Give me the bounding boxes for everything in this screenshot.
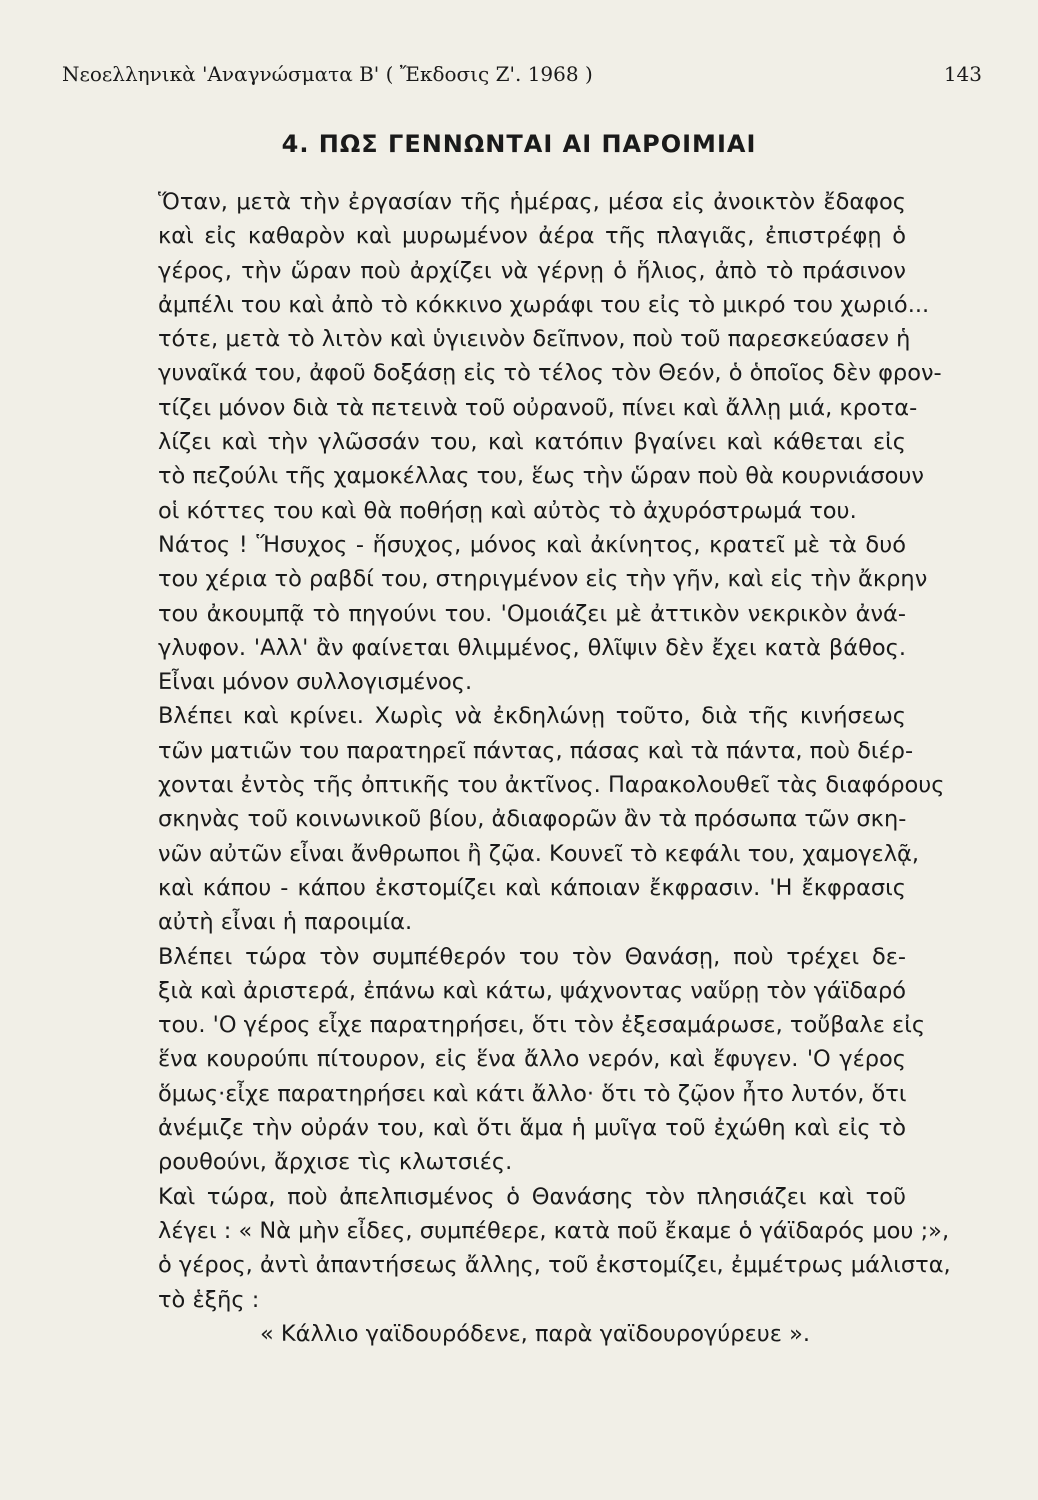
paragraph — [124, 185, 942, 528]
text-line: οἱ κόττες του καὶ θὰ ποθήσῃ καὶ αὐτὸς τὸ ἀχυρόστρωμά του. — [158, 497, 857, 524]
book-reference: Νεοελληνικὰ 'Αναγνώσματα Β' ( Ἔκδοσις Ζ'. 1968 ) — [62, 62, 593, 86]
text-line: ρουθούνι, ἄρχισε τὶς κλωτσιές. — [158, 1149, 513, 1176]
text-line: του χέρια τὸ ραβδί του, στηριγμένον εἰς τὴν γῆν, καὶ εἰς τὴν ἄκρην — [158, 566, 928, 593]
body-text — [124, 185, 951, 1351]
text-line: Βλέπει τώρα τὸν συμπέθερόν του τὸν Θανάσῃ, ποὺ τρέχει δε- — [158, 943, 906, 970]
text-line: χονται ἐντὸς τῆς ὀπτικῆς του ἀκτῖνος. Παρακολουθεῖ τὰς διαφόρους — [158, 772, 945, 799]
text-line: Καὶ τώρα, ποὺ ἀπελπισμένος ὁ Θανάσης τὸν πλησιάζει καὶ τοῦ — [158, 1183, 906, 1210]
paragraph — [124, 1180, 951, 1317]
text-line: σκηνὰς τοῦ κοινωνικοῦ βίου, ἀδιαφορῶν ἂν τὰ πρόσωπα τῶν σκη- — [158, 806, 907, 833]
text-line: Βλέπει καὶ κρίνει. Χωρὶς νὰ ἐκδηλώνῃ τοῦτο, διὰ τῆς κινήσεως — [158, 703, 906, 730]
text-line: ἕνα κουρούπι πίτουρον, εἰς ἕνα ἄλλο νερόν, καὶ ἔφυγεν. 'Ο γέρος — [158, 1046, 906, 1073]
paragraph — [124, 528, 928, 699]
text-line: του. 'Ο γέρος εἶχε παρατηρήσει, ὅτι τὸν ἐξεσαμάρωσε, τοὔβαλε εἰς — [158, 1012, 926, 1039]
page-number: 143 — [943, 62, 982, 86]
text-line: τὸ πεζούλι τῆς χαμοκέλλας του, ἕως τὴν ὥραν ποὺ θὰ κουρνιάσουν — [158, 463, 924, 490]
text-line: τότε, μετὰ τὸ λιτὸν καὶ ὑγιεινὸν δεῖπνον, ποὺ τοῦ παρεσκεύασεν ἡ — [158, 326, 911, 353]
text-line: ἀμπέλι του καὶ ἀπὸ τὸ κόκκινο χωράφι του εἰς τὸ μικρό του χωριό... — [158, 291, 930, 318]
text-line: καὶ κάπου - κάπου ἐκστομίζει καὶ κάποιαν ἔκφρασιν. 'Η ἔκφρασις — [158, 874, 906, 901]
text-line: ὅμως·εἶχε παρατηρήσει καὶ κάτι ἄλλο· ὅτι τὸ ζῷον ἦτο λυτόν, ὅτι — [158, 1080, 907, 1107]
text-line: καὶ εἰς καθαρὸν καὶ μυρωμένον ἀέρα τῆς πλαγιᾶς, ἐπιστρέφῃ ὁ — [158, 223, 906, 250]
text-line: Ὅταν, μετὰ τὴν ἐργασίαν τῆς ἡμέρας, μέσα εἰς ἀνοικτὸν ἔδαφος — [158, 189, 906, 215]
text-line: γυναῖκά του, ἀφοῦ δοξάσῃ εἰς τὸ τέλος τὸν Θεόν, ὁ ὁποῖος δὲν φρον- — [158, 360, 942, 387]
page-header — [62, 58, 982, 94]
text-line: ξιὰ καὶ ἀριστερά, ἐπάνω καὶ κάτω, ψάχνοντας ναὕρῃ τὸν γάϊδαρό — [158, 977, 906, 1004]
chapter-title: 4. ΠΩΣ ΓΕΝΝΩΝΤΑΙ ΑΙ ΠΑΡΟΙΜΙΑΙ — [281, 130, 757, 158]
paragraph — [124, 699, 945, 939]
text-line: τίζει μόνον διὰ τὰ πετεινὰ τοῦ οὐρανοῦ, πίνει καὶ ἄλλῃ μιά, κροτα- — [158, 394, 918, 421]
text-line: τῶν ματιῶν του παρατηρεῖ πάντας, πάσας καὶ τὰ πάντα, ποὺ διέρ- — [158, 737, 914, 764]
text-line: λέγει : « Νὰ μὴν εἶδες, συμπέθερε, κατὰ ποῦ ἔκαμε ὁ γάϊδαρός μου ;», — [158, 1217, 950, 1244]
text-line: γέρος, τὴν ὥραν ποὺ ἀρχίζει νὰ γέρνῃ ὁ ἥλιος, ἀπὸ τὸ πράσινον — [158, 257, 906, 284]
text-line: ἀνέμιζε τὴν οὐράν του, καὶ ὅτι ἅμα ἡ μυῖγα τοῦ ἐχώθη καὶ εἰς τὸ — [158, 1115, 906, 1142]
text-line: γλυφον. 'Αλλ' ἂν φαίνεται θλιμμένος, θλῖψιν δὲν ἔχει κατὰ βάθος. — [158, 634, 906, 661]
proverb-quote: « Κάλλιο γαϊδουρόδενε, παρὰ γαϊδουρογύρευε ». — [259, 1320, 811, 1347]
text-line: Νάτος ! Ἥσυχος - ἥσυχος, μόνος καὶ ἀκίνητος, κρατεῖ μὲ τὰ δυό — [158, 531, 906, 558]
text-line: τὸ ἑξῆς : — [158, 1286, 260, 1313]
text-line: νῶν αὐτῶν εἶναι ἄνθρωποι ἢ ζῷα. Κουνεῖ τὸ κεφάλι του, χαμογελᾷ, — [158, 840, 920, 867]
text-line: του ἀκουμπᾷ τὸ πηγούνι του. 'Ομοιάζει μὲ ἀττικὸν νεκρικὸν ἀνά- — [158, 600, 906, 627]
paragraph — [124, 940, 926, 1180]
text-line: αὐτὴ εἶναι ἡ παροιμία. — [158, 909, 413, 936]
text-line: ὁ γέρος, ἀντὶ ἀπαντήσεως ἄλλης, τοῦ ἐκστομίζει, ἐμμέτρως μάλιστα, — [158, 1252, 951, 1279]
text-line: λίζει καὶ τὴν γλῶσσάν του, καὶ κατόπιν βγαίνει καὶ κάθεται εἰς — [158, 429, 906, 456]
text-line: Εἶναι μόνον συλλογισμένος. — [158, 669, 473, 696]
